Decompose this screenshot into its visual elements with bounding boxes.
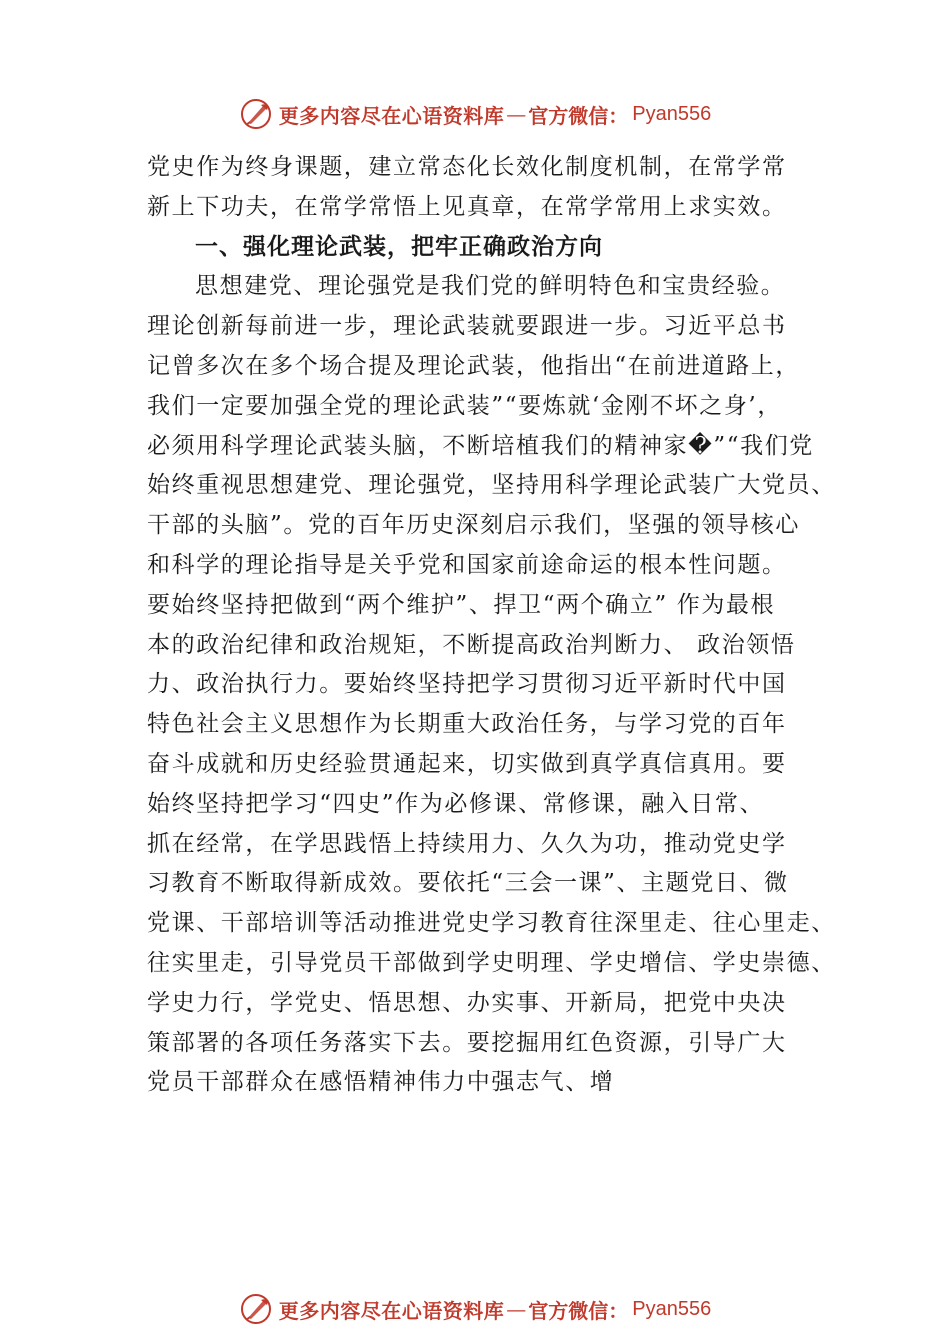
watermark-wechat-id: Pyan556 xyxy=(632,102,712,125)
watermark-banner-bottom xyxy=(0,1289,950,1329)
body-line: 党课、干部培训等活动推进党史学习教育往深里走、往心里走、 xyxy=(147,910,836,937)
body-line: 和科学的理论指导是关乎党和国家前途命运的根本性问题。 xyxy=(147,551,787,578)
body-line: 干部的头脑”。党的百年历史深刻启示我们，坚强的领导核心 xyxy=(147,512,800,539)
watermark-separator: — xyxy=(506,102,527,126)
watermark-separator: — xyxy=(506,1297,527,1321)
body-line: 记曾多次在多个场合提及理论武装，他指出“在前进道路上， xyxy=(147,352,800,379)
body-line: 党员干部群众在感悟精神伟力中强志气、增 xyxy=(147,1069,615,1096)
body-line: 理论创新每前进一步，理论武装就要跟进一步。习近平总书 xyxy=(147,313,787,340)
paragraph-first-line: 思想建党、理论强党是我们党的鲜明特色和宝贵经验。 xyxy=(195,273,786,300)
body-line: 往实里走，引导党员干部做到学史明理、学史增信、学史崇德、 xyxy=(147,949,836,976)
body-line: 党史作为终身课题，建立常态化长效化制度机制，在常学常 xyxy=(147,154,787,180)
document-body xyxy=(147,148,847,1103)
quill-pen-logo-icon xyxy=(239,1292,273,1326)
watermark-wechat-id: Pyan556 xyxy=(632,1297,712,1320)
body-line: 学史力行，学党史、悟思想、办实事、开新局，把党中央决 xyxy=(147,989,787,1016)
section-heading: 一、强化理论武装，把牢正确政治方向 xyxy=(195,233,603,260)
watermark-text: 更多内容尽在心语资料库 xyxy=(278,1298,505,1323)
watermark-wechat-label: 官方微信： xyxy=(528,103,629,128)
body-line: 特色社会主义思想作为长期重大政治任务，与学习党的百年 xyxy=(147,711,787,738)
body-line: 我们一定要加强全党的理论武装”“要炼就‘金刚不坏之身’， xyxy=(147,392,782,419)
body-line: 抓在经常，在学思践悟上持续用力、久久为功，推动党史学 xyxy=(147,830,787,857)
body-line: 必须用科学理论武装头脑，不断培植我们的精神家�”“我们党 xyxy=(147,432,814,459)
body-line: 始终重视思想建党、理论强党，坚持用科学理论武装广大党员、 xyxy=(147,472,836,499)
body-line: 始终坚持把学习“四史”作为必修课、常修课，融入日常、 xyxy=(147,790,765,817)
body-line: 本的政治纪律和政治规矩，不断提高政治判断力、 政治领悟 xyxy=(147,631,796,658)
body-line: 新上下功夫，在常学常悟上见真章，在常学常用上求实效。 xyxy=(147,193,787,220)
quill-pen-logo-icon xyxy=(239,97,273,131)
watermark-banner-top xyxy=(0,94,950,134)
watermark-text: 更多内容尽在心语资料库 xyxy=(278,103,505,128)
body-line: 奋斗成就和历史经验贯通起来，切实做到真学真信真用。要 xyxy=(147,750,787,777)
watermark-wechat-label: 官方微信： xyxy=(528,1298,629,1323)
body-line: 力、政治执行力。要始终坚持把学习贯彻习近平新时代中国 xyxy=(147,671,787,698)
body-line: 要始终坚持把做到“两个维护”、捍卫“两个确立” 作为最根 xyxy=(147,591,776,618)
body-line: 策部署的各项任务落实下去。要挖掘用红色资源，引导广大 xyxy=(147,1029,787,1056)
body-line: 习教育不断取得新成效。要依托“三会一课”、主题党日、微 xyxy=(147,870,789,897)
